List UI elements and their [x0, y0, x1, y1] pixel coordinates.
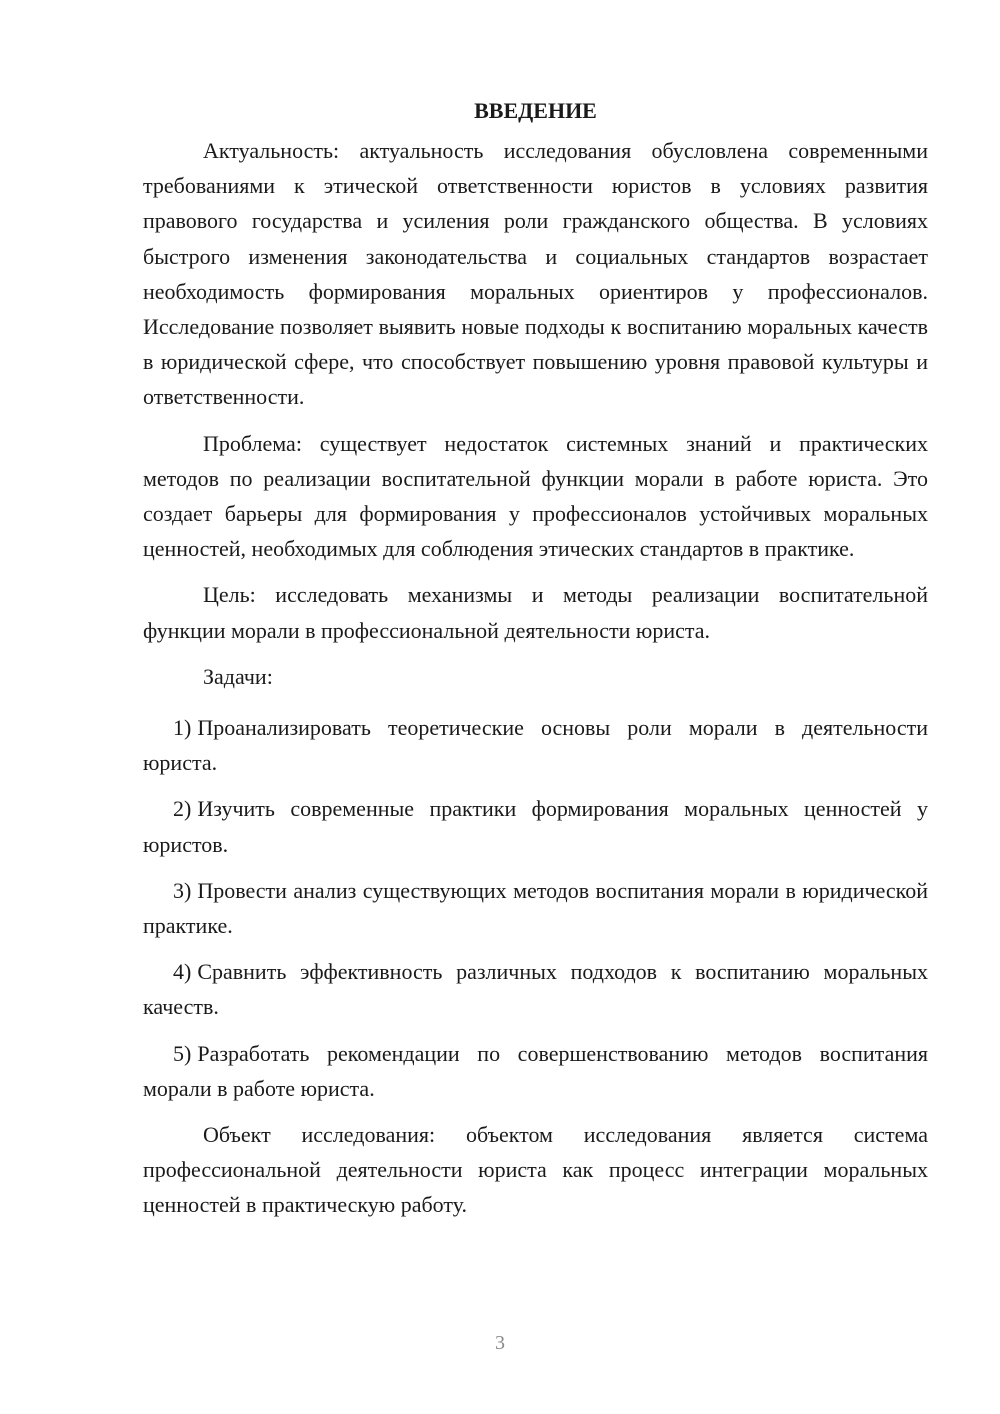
- list-item-text: Провести анализ существующих методов воспитания морали в юридической практике.: [143, 877, 928, 939]
- tasks-list: [143, 710, 928, 1106]
- list-item: [143, 873, 928, 943]
- goal-paragraph: Цель: исследовать механизмы и методы реализации воспитательной функции морали в профессиональной деятельности юриста.: [143, 582, 928, 643]
- object-paragraph: Объект исследования: объектом исследования является система профессиональной деятельности юриста как процесс интеграции моральных ценностей в практическую работу.: [143, 1122, 928, 1218]
- list-item-text: Разработать рекомендации по совершенствованию методов воспитания морали в работе юриста.: [143, 1040, 928, 1101]
- list-item: [143, 791, 928, 861]
- page-number: 3: [495, 1332, 505, 1354]
- list-item-number: 2): [173, 796, 192, 822]
- list-item-text: Проанализировать теоретические основы роли морали в деятельности юриста.: [143, 715, 928, 776]
- list-item: [143, 1036, 928, 1106]
- list-item: [143, 954, 928, 1024]
- list-item-number: 5): [173, 1040, 192, 1066]
- list-item-text: Изучить современные практики формирования моральных ценностей у юристов.: [143, 796, 928, 857]
- relevance-paragraph: Актуальность: актуальность исследования обусловлена современными требованиями к этической ответственности юристов в условиях развития правового государства и усиления роли гражданского общества. В условиях быстрого изменения законодательства и социальных стандартов возрастает необходимость формирования моральных ориентиров у профессионалов. Исследование позволяет выявить новые подходы к воспитанию моральных качеств в юридической сфере, что способствует повышению уровня правовой культуры и ответственности.: [143, 138, 928, 410]
- list-item-number: 1): [173, 715, 192, 741]
- problem-paragraph: Проблема: существует недостаток системных знаний и практических методов по реализации воспитательной функции морали в работе юриста. Это создает барьеры для формирования у профессионалов устойчивых моральных ценностей, необходимых для соблюдения этических стандартов в практике.: [143, 430, 928, 562]
- list-item-number: 3): [173, 877, 192, 903]
- section-heading: ВВЕДЕНИЕ: [474, 98, 597, 123]
- list-item: [143, 710, 928, 780]
- list-item-text: Сравнить эффективность различных подходов к воспитанию моральных качеств.: [143, 959, 928, 1020]
- page-content: [143, 93, 928, 1234]
- list-item-number: 4): [173, 959, 192, 985]
- tasks-heading: Задачи:: [203, 663, 273, 689]
